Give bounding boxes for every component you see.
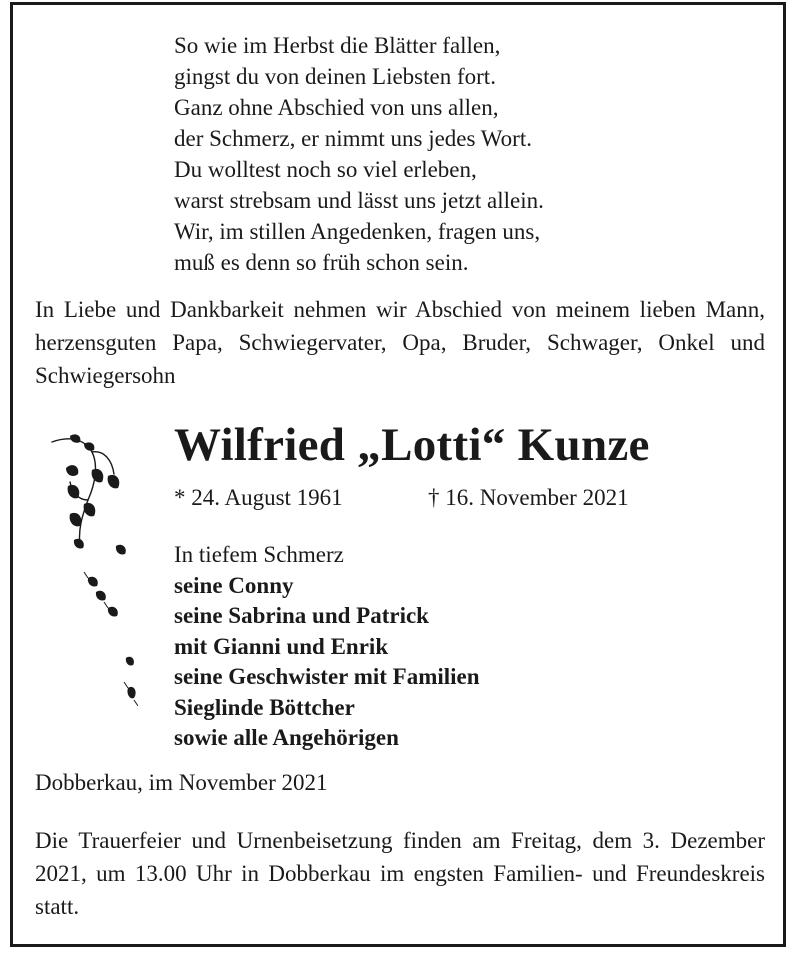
poem-line: gingst du von deinen Liebsten fort. bbox=[174, 64, 496, 89]
death-date: † 16. November 2021 bbox=[428, 485, 629, 510]
ceremony-info: Die Trauerfeier und Urnenbeisetzung finden am Freitag, dem 3. Dezember 2021, um 13.00 Uhr in Dobberkau im engsten Familien- und Freundeskreis statt. bbox=[35, 828, 765, 919]
deceased-name: Wilfried „Lotti“ Kunze bbox=[174, 419, 650, 471]
place-date: Dobberkau, im November 2021 bbox=[35, 770, 328, 795]
mourner-line: Sieglinde Böttcher bbox=[174, 694, 355, 720]
mourner-line: mit Gianni und Enrik bbox=[174, 633, 389, 659]
mourner-line: seine Conny bbox=[174, 572, 294, 598]
poem-line: der Schmerz, er nimmt uns jedes Wort. bbox=[174, 126, 532, 151]
poem bbox=[174, 30, 544, 278]
poem-line: muß es denn so früh schon sein. bbox=[174, 250, 469, 275]
poem-line: Wir, im stillen Angedenken, fragen uns, bbox=[174, 219, 541, 244]
poem-line: warst strebsam und lässt uns jetzt allein. bbox=[174, 188, 544, 213]
mourner-line: seine Geschwister mit Familien bbox=[174, 664, 480, 689]
mourners-intro: In tiefem Schmerz bbox=[174, 542, 344, 567]
poem-line: So wie im Herbst die Blätter fallen, bbox=[174, 33, 501, 58]
mourners-list bbox=[174, 540, 480, 754]
birth-date: * 24. August 1961 bbox=[174, 485, 343, 510]
falling-leaves-branch-icon bbox=[48, 430, 138, 730]
poem-line: Du wolltest noch so viel erleben, bbox=[174, 157, 477, 182]
poem-line: Ganz ohne Abschied von uns allen, bbox=[174, 95, 499, 120]
intro-text: In Liebe und Dankbarkeit nehmen wir Abschied von meinem lieben Mann, herzensguten Papa, Schwiegervater, Opa, Bruder, Schwager, Onkel und Schwiegersohn bbox=[35, 297, 765, 388]
mourner-line: sowie alle Angehörigen bbox=[174, 725, 399, 750]
mourner-line: seine Sabrina und Patrick bbox=[174, 603, 429, 628]
